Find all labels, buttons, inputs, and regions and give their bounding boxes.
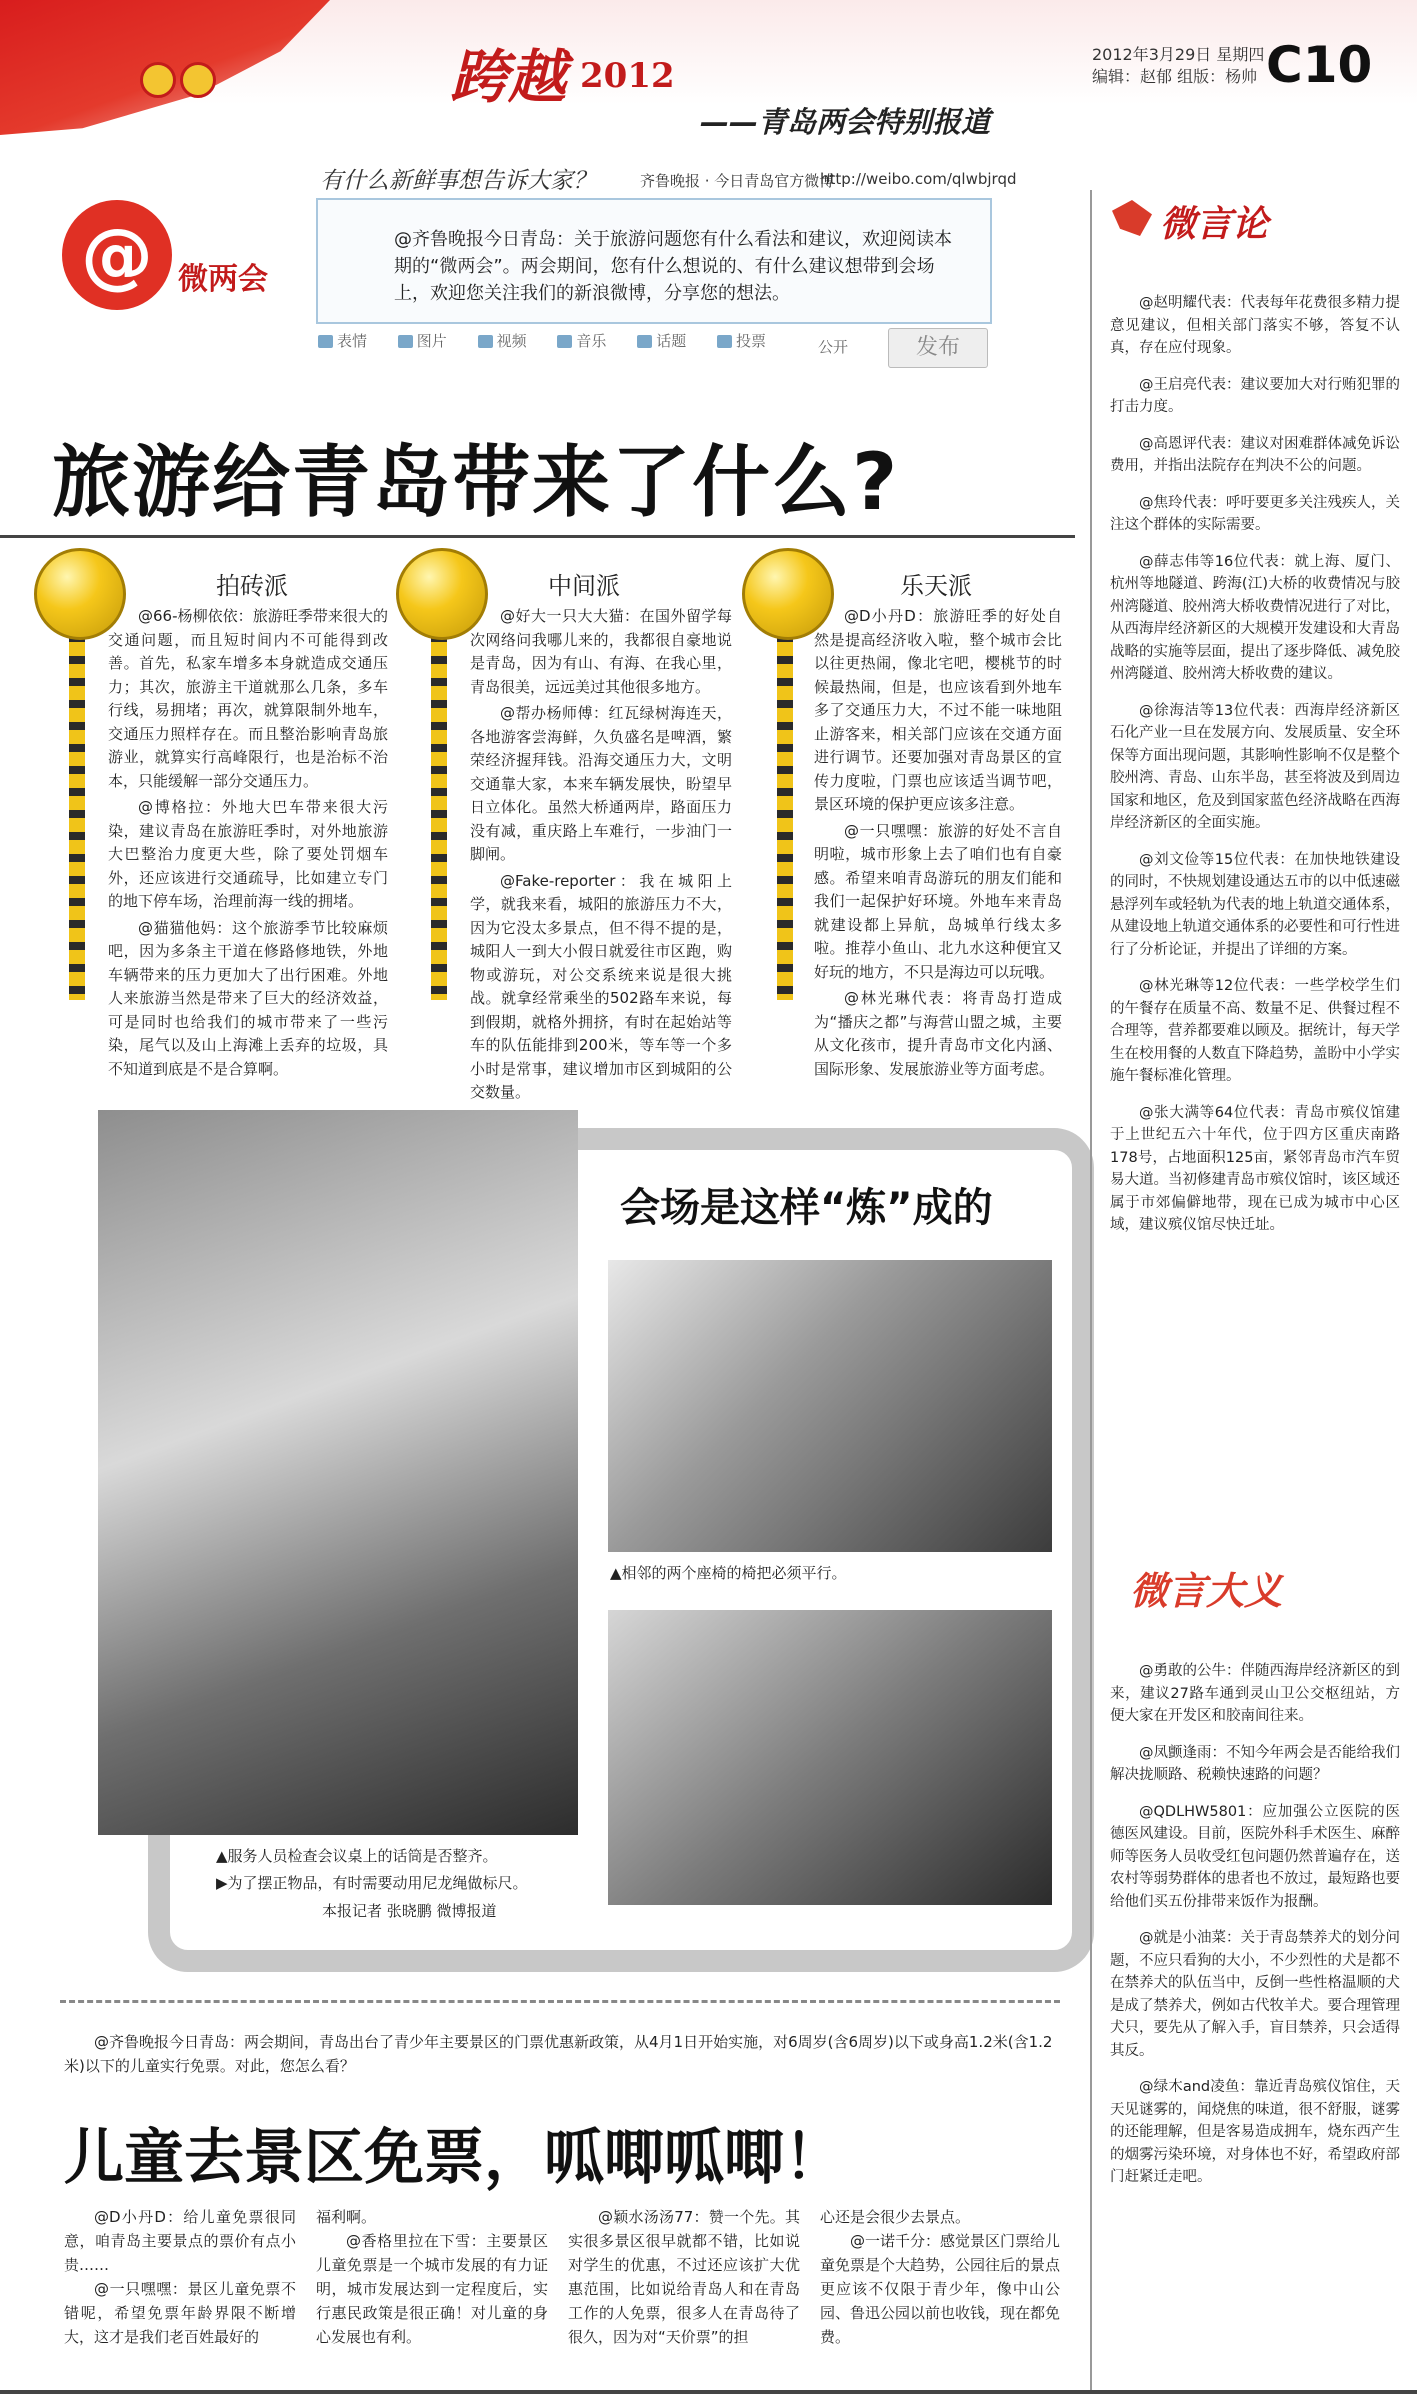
column-body bbox=[108, 605, 388, 1084]
comment: @Fake-reporter：我在城阳上学，就我来看，城阳的旅游压力不大，因为它没太多景点，但不得不提的是，城阳人一到大小假日就爱往市区跑，购物或游玩，对公交系统来说是很大挑战。就拿经常乘坐的502路车来说，每到假期，就格外拥挤，有时在起始站等车的队伍能排到200米，等车等一个多小时是常事，建议增加市区到城阳的公交数量。 bbox=[470, 871, 732, 1101]
comment: @猫猫他妈：这个旅游季节比较麻烦吧，因为多条主干道在修路修地铁，外地车辆带来的压力更加大了出行困难。外地人来旅游当然是带来了巨大的经济效益，可是同时也给我们的城市带来了一些污染，尾气以及山上海滩上丢弃的垃圾，具不知道到底是不是合算啊。 bbox=[108, 918, 388, 1078]
pole-icon bbox=[69, 620, 85, 1000]
photo-byline: 本报记者 张晓鹏 微博报道 bbox=[322, 1902, 497, 1920]
photo-aligning-chairs bbox=[608, 1260, 1052, 1552]
photo-section-title: 会场是这样“炼”成的 bbox=[614, 1176, 999, 1233]
photo-staff-checking-microphones bbox=[98, 1110, 578, 1835]
photo-nylon-rope-ruler bbox=[608, 1610, 1052, 1905]
comment: @D小丹D：旅游旺季的好处自然是提高经济收入啦，整个城市会比以往更热闹，像北宅吧，樱桃节的时候最热闹，但是，也应该看到外地车多了交通压力大，不过不能一味地阻止游客来，相关部门应该在交通方面进行调节。还要加强对青岛景区的宣传力度啦，门票也应该适当调节吧，景区环境的保护更应该多注意。 bbox=[814, 607, 1062, 813]
column-rule bbox=[1090, 190, 1092, 2390]
comment: @林光琳代表：将青岛打造成为“播庆之都”与海营山盟之城，主要从文化孩市，提升青岛市文化内涵、国际形象、发展旅游业等方面考虑。 bbox=[814, 989, 1062, 1078]
photo-caption: ▲相邻的两个座椅的椅把必须平行。 bbox=[610, 1564, 847, 1582]
pole-icon bbox=[431, 620, 447, 1000]
sidebar-list bbox=[1110, 292, 1400, 1251]
vote-icon bbox=[717, 335, 732, 348]
comment: @一只嘿嘿：景区儿童免票不错呢，希望免票年龄界限不断增大，这才是我们老百姓最好的 bbox=[64, 2280, 296, 2346]
comment: @好大一只大大猫：在国外留学每次网络问我哪儿来的，我都很自豪地说是青岛，因为有山、有海、在我心里，青岛很美，远远美过其他很多地方。 bbox=[470, 607, 732, 696]
comment: @颖水汤汤77：赞一个先。其实很多景区很早就都不错，比如说对学生的优惠，不过还应该扩大优惠范围，比如说给青岛人和在青岛工作的人免票，很多人在青岛待了很久，因为对“天价票”的担 bbox=[568, 2208, 800, 2346]
divider bbox=[0, 535, 1075, 538]
column-title: 中间派 bbox=[548, 572, 620, 600]
weibo-source: 齐鲁晚报 · 今日青岛官方微博 bbox=[640, 172, 835, 190]
sidebar-list-2 bbox=[1110, 1660, 1400, 2203]
topic-tool[interactable]: 话题 bbox=[637, 330, 686, 351]
masthead-title: 跨越 bbox=[450, 43, 567, 111]
music-icon bbox=[557, 335, 572, 348]
comment: @香格里拉在下雪：主要景区儿童免票是一个城市发展的有力证明，城市发展达到一定程度后，实行惠民政策是很正确！对儿童的身心发展也有利。 bbox=[316, 2232, 548, 2346]
list-item: @绿木and凌鱼：靠近青岛殡仪馆住，天天见谜雾的，闻烧焦的味道，很不舒服，谜雾的还能理解，但是客易造成拥车，烧东西产生的烟雾污染环境，对身体也不好，希望政府部门赶紧迁走吧。 bbox=[1110, 2079, 1400, 2185]
photo-caption: ▲服务人员检查会议桌上的话筒是否整齐。 bbox=[216, 1847, 498, 1865]
list-item: @焦玲代表：呼吁要更多关注残疾人，关注这个群体的实际需要。 bbox=[1110, 494, 1400, 533]
kids-column bbox=[64, 2205, 296, 2349]
photo-caption: ▶为了摆正物品，有时需要动用尼龙绳做标尺。 bbox=[216, 1874, 528, 1892]
party-emblem-icon bbox=[180, 62, 216, 98]
list-item: @就是小油菜：关于青岛禁养犬的划分问题，不应只看狗的大小，不少烈性的犬是都不在禁养犬的队伍当中，反倒一些性格温顺的犬是成了禁养犬，例如古代牧羊犬。要合理管理犬只，要先从了解入手，盲目禁养，只会适得其反。 bbox=[1110, 1930, 1400, 2059]
kids-column bbox=[316, 2205, 548, 2349]
page-number: C10 bbox=[1266, 36, 1373, 94]
comment: 心还是会很少去景点。 bbox=[820, 2208, 971, 2226]
speech-burst-icon bbox=[1112, 200, 1152, 236]
comment: 福利啊。 bbox=[316, 2208, 377, 2226]
comment: @一只嘿嘿：旅游的好处不言自明啦，城市形象上去了咱们也有自豪感。希望来咱青岛游玩的朋友们能和我们一起保护好环境。外地车来青岛就建设都上异航，岛城单行线太多啦。推荐小鱼山、北九水这种便宜又好玩的地方，不只是海边可以玩哦。 bbox=[814, 821, 1062, 981]
issue-date: 2012年3月29日 星期四 bbox=[1092, 45, 1265, 64]
list-item: @薛志伟等16位代表：就上海、厦门、杭州等地隧道、跨海(江)大桥的收费情况与胶州湾隧道、胶州湾大桥收费情况进行了对比，从西海岸经济新区的大规模开发建设和大青岛战略的实施等层面，提出了逐步降低、减免胶州湾隧道、胶州湾大桥收费的建议。 bbox=[1110, 553, 1400, 682]
emoji-icon bbox=[318, 335, 333, 348]
music-tool[interactable]: 音乐 bbox=[557, 330, 606, 351]
bottom-rule bbox=[0, 2390, 1417, 2394]
comment: @66-杨柳依依：旅游旺季带来很大的交通问题，而且短时间内不可能得到改善。首先，私家车增多本身就造成交通压力；其次，旅游主干道就那么几条，多车行线，易拥堵；再次，就算限制外地车，交通压力照样存在。而且整治影响青岛旅游业，就算实行高峰限行，也是治标不治本，只能缓解一部分交通压力。 bbox=[108, 607, 388, 790]
vote-tool[interactable]: 投票 bbox=[717, 330, 766, 351]
national-emblem-icon bbox=[140, 62, 176, 98]
list-item: @徐海洁等13位代表：西海岸经济新区石化产业一旦在发展方向、发展质量、安全环保等方面出现问题，其影响性影响不仅是整个胶州湾、青岛、山东半岛，甚至将波及到周边国家和地区，危及到国家蓝色经济战略在西海岸经济新区的全面实施。 bbox=[1110, 702, 1400, 831]
main-headline: 旅游给青岛带来了什么? bbox=[52, 438, 900, 528]
comment: @D小丹D：给儿童免票很同意，咱青岛主要景点的票价有点小贵…… bbox=[64, 2208, 296, 2274]
weibo-post-text: @齐鲁晚报今日青岛：关于旅游问题您有什么看法和建议，欢迎阅读本期的“微两会”。两会期间，您有什么想说的、有什么建议想带到会场上，欢迎您关注我们的新浪微博，分享您的想法。 bbox=[394, 229, 952, 304]
kids-column bbox=[568, 2205, 800, 2349]
sidebar-title-2: 微言大义 bbox=[1130, 1569, 1283, 1613]
weibo-prompt: 有什么新鲜事想告诉大家？ bbox=[320, 168, 596, 194]
list-item: @张大满等64位代表：青岛市殡仪馆建于上世纪五六十年代，位于四方区重庆南路178号，占地面积125亩，紧邻青岛市汽车贸易大道。当初修建青岛市殡仪馆时，该区域还属于市郊偏僻地带，现在已成为城市中心区域，建议殡仪馆尽快迁址。 bbox=[1110, 1104, 1400, 1233]
kids-column bbox=[820, 2205, 1060, 2349]
column-body bbox=[814, 605, 1062, 1084]
emoji-tool[interactable]: 表情 bbox=[318, 330, 367, 351]
video-icon bbox=[478, 335, 493, 348]
at-logo-icon: @ bbox=[62, 200, 172, 310]
list-item: @勇敢的公牛：伴随西海岸经济新区的到来，建议27路车通到灵山卫公交枢纽站，方便大家在开发区和胶南间往来。 bbox=[1110, 1663, 1400, 1724]
editors: 编辑：赵郁 组版：杨帅 bbox=[1092, 67, 1258, 86]
topic-icon bbox=[637, 335, 652, 348]
publish-button[interactable]: 发布 bbox=[888, 328, 988, 368]
weibo-logo-text: 微两会 bbox=[178, 262, 268, 297]
list-item: @王启亮代表：建议要加大对行贿犯罪的打击力度。 bbox=[1110, 376, 1400, 415]
kids-headline: 儿童去景区免票，呱唧呱唧！ bbox=[64, 2123, 844, 2193]
comment: @一诺千分：感觉景区门票给儿童免票是个大趋势，公园往后的景点更应该不仅限于青少年，像中山公园、鲁迅公园以前也收钱，现在都免费。 bbox=[820, 2232, 1061, 2346]
column-title: 乐天派 bbox=[900, 572, 972, 600]
list-item: @QDLHW5801：应加强公立医院的医德医风建设。目前，医院外科手术医生、麻醉师等医务人员收受红包问题仍然普遍存在，送农村等弱势群体的患者也不放过，最短路也要给他们买五份排带来饭作为报酬。 bbox=[1110, 1803, 1400, 1910]
list-item: @刘文俭等15位代表：在加快地铁建设的同时，不快规划建设通达五市的以中低速磁悬浮列车或轻轨为代表的地上轨道交通体系，从建设地上轨道交通体系的必要性和可行性进行了分析论证，并提出了详细的方案。 bbox=[1110, 851, 1400, 958]
pole-icon bbox=[777, 620, 793, 1000]
masthead-year: 2012 bbox=[580, 56, 675, 96]
comment: @博格拉：外地大巴车带来很大污染，建议青岛在旅游旺季时，对外地旅游大巴整治力度更大些，除了要处罚烟车外，还应该进行交通疏导，比如建立专门的地下停车场，治理前海一线的拥堵。 bbox=[108, 798, 388, 910]
weibo-url[interactable]: http://weibo.com/qlwbjrqd bbox=[820, 170, 1017, 188]
dashed-divider bbox=[60, 2000, 1060, 2003]
list-item: @赵明耀代表：代表每年花费很多精力提意见建议，但相关部门落实不够，答复不认真，存在应付现象。 bbox=[1110, 295, 1400, 356]
image-icon bbox=[398, 335, 413, 348]
video-tool[interactable]: 视频 bbox=[478, 330, 527, 351]
masthead-subtitle: ——青岛两会特别报道 bbox=[700, 105, 991, 139]
image-tool[interactable]: 图片 bbox=[398, 330, 447, 351]
visibility-select[interactable]: 公开 bbox=[818, 338, 849, 356]
column-title: 拍砖派 bbox=[216, 572, 288, 600]
kids-intro: @齐鲁晚报今日青岛：两会期间，青岛出台了青少年主要景区的门票优惠新政策，从4月1日开始实施，对6周岁(含6周岁)以下或身高1.2米(含1.2米)以下的儿童实行免票。对此，您怎么看？ bbox=[64, 2033, 1053, 2075]
list-item: @林光琳等12位代表：一些学校学生们的午餐存在质量不高、数量不足、供餐过程不合理等，营养都要难以顾及。据统计，每天学生在校用餐的人数直下降趋势，盖盼中小学实施午餐标准化管理。 bbox=[1110, 978, 1400, 1084]
column-body bbox=[470, 605, 732, 1108]
sidebar-title: 微言论 bbox=[1160, 204, 1269, 245]
list-item: @高恩评代表：建议对困难群体减免诉讼费用，并指出法院存在判决不公的问题。 bbox=[1110, 435, 1400, 474]
list-item: @凤颤逢雨：不知今年两会是否能给我们解决拢顺路、税赖快速路的问题？ bbox=[1110, 1744, 1400, 1783]
comment: @帮办杨师傅：红瓦绿树海连天，各地游客尝海鲜，久负盛名是啤酒，繁荣经济握拜钱。沿海交通压力大，文明交通靠大家，本来车辆发展快，盼望早日立体化。虽然大桥通两岸，路面压力没有减，重庆路上车难行，一步油门一脚闸。 bbox=[470, 704, 732, 863]
